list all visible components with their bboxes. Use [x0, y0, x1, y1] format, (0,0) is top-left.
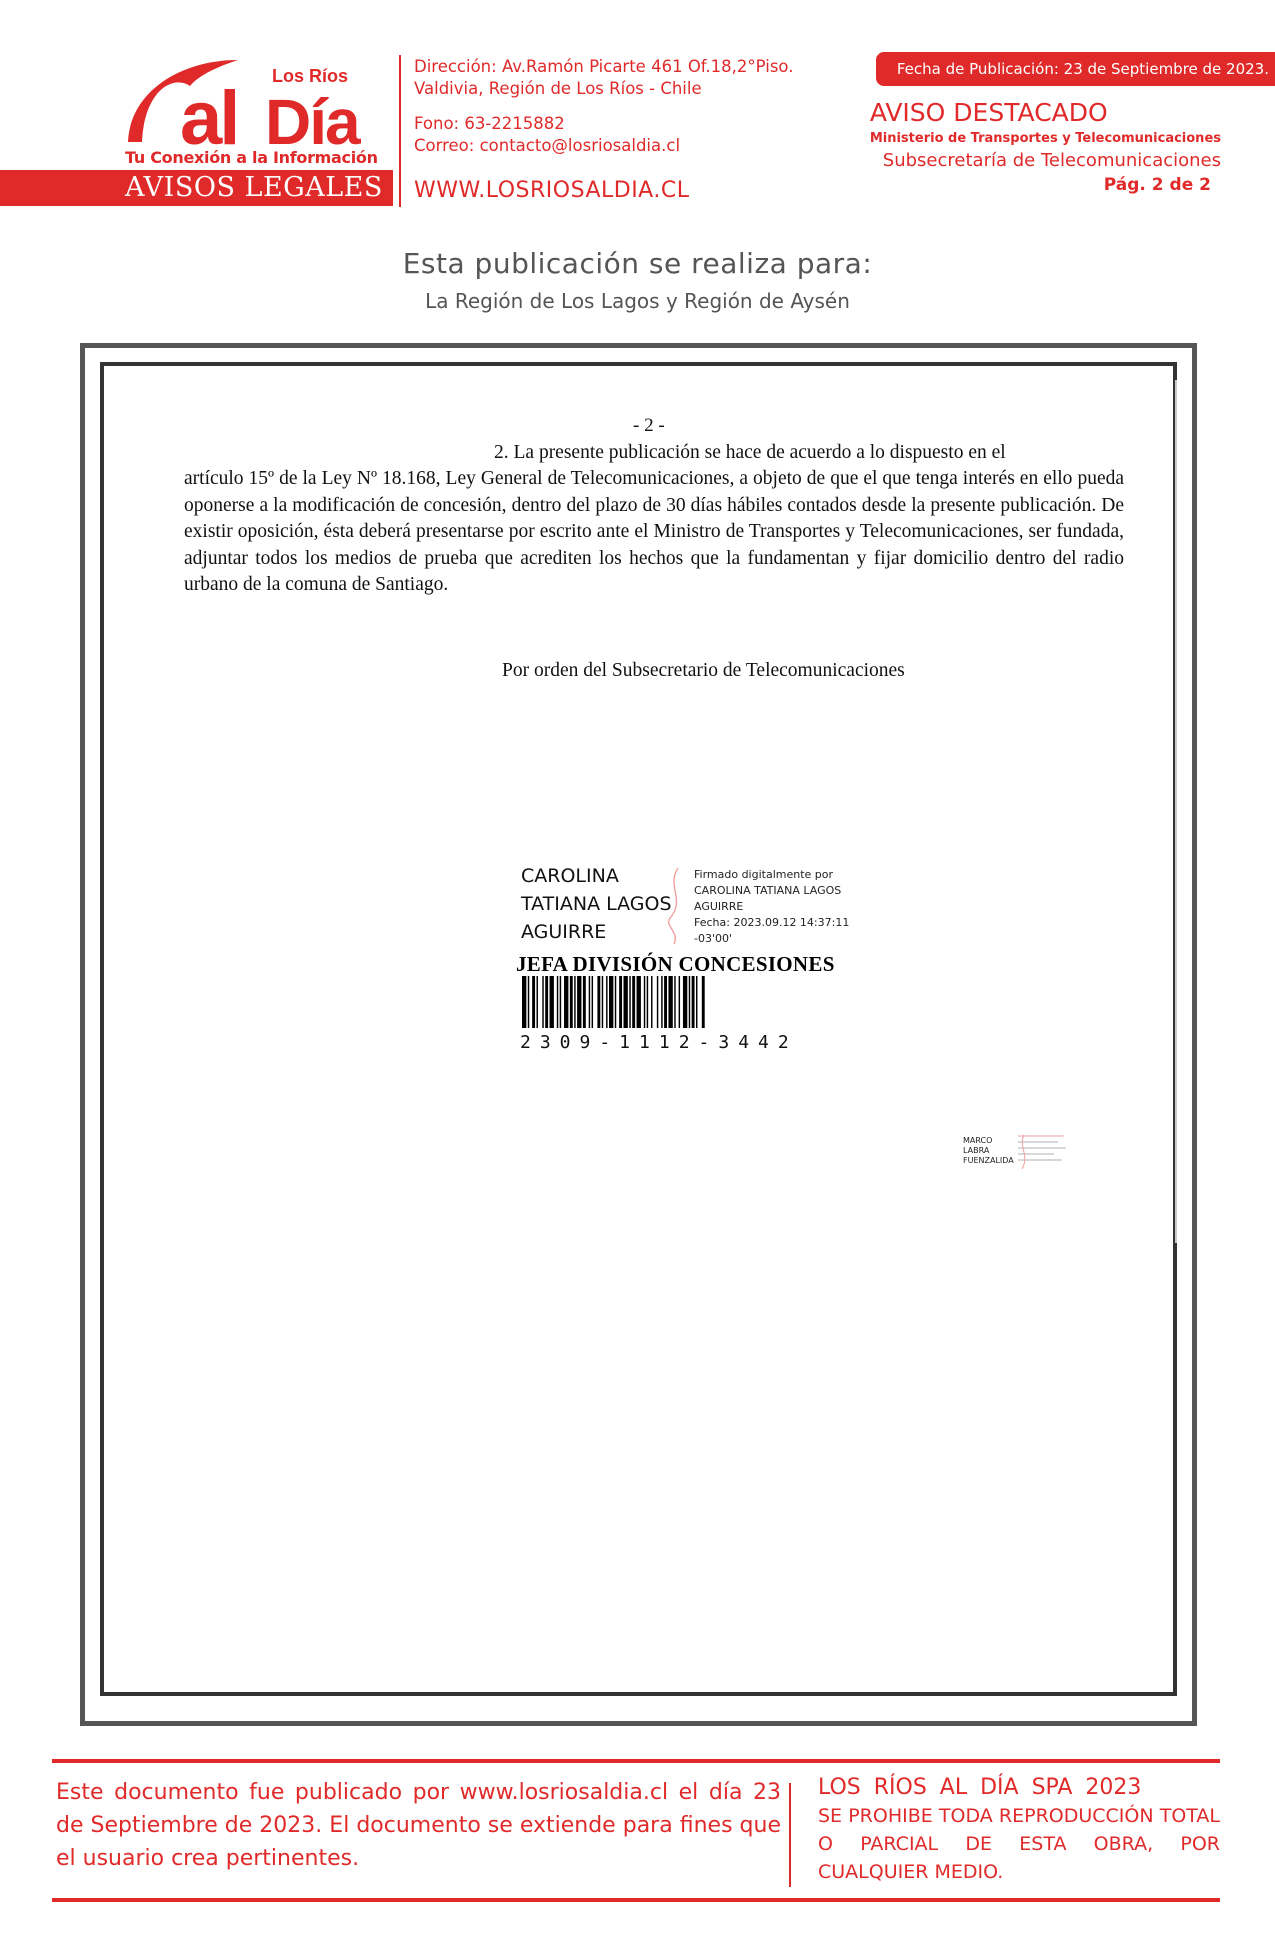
order-line: Por orden del Subsecretario de Telecomunicaciones	[502, 660, 905, 681]
header-divider	[399, 55, 401, 207]
logo-brand-main-right: Día	[265, 86, 359, 150]
address-line-1: Dirección: Av.Ramón Picarte 461 Of.18,2°Piso.	[414, 57, 794, 76]
secondary-signer-line-1: MARCO	[963, 1136, 993, 1145]
ministry-name: Ministerio de Transportes y Telecomunicaciones	[869, 131, 1221, 146]
footer-rule-top	[52, 1759, 1220, 1763]
region-list: La Región de Los Lagos y Región de Aysén	[425, 289, 850, 313]
contact-info	[414, 56, 793, 157]
logo-brand-small: Los Ríos	[272, 66, 349, 86]
address-line-2: Valdivia, Región de Los Ríos - Chile	[414, 79, 702, 98]
subsecretaria-name: Subsecretaría de Telecomunicaciones	[882, 150, 1221, 171]
document-paragraph	[184, 440, 1124, 598]
document-page-number: - 2 -	[633, 415, 665, 436]
region-title: Esta publicación se realiza para:	[402, 247, 873, 280]
signer-name-line-1: CAROLINA	[521, 865, 619, 887]
digital-signature-line-5: -03'00'	[694, 932, 733, 945]
digital-signature-line-4: Fecha: 2023.09.12 14:37:11	[694, 916, 850, 929]
legal-notices-banner-text: AVISOS LEGALES	[125, 172, 383, 203]
phone: Fono: 63-2215882	[414, 114, 565, 133]
secondary-signer-line-2: LABRA	[963, 1146, 990, 1155]
barcode-number: 2309-1112-3442	[520, 1032, 798, 1053]
digital-signature-line-1: Firmado digitalmente por	[694, 868, 834, 881]
secondary-signature-stamp	[1014, 1133, 1070, 1171]
signature-mark	[660, 866, 690, 946]
paragraph-body: artículo 15º de la Ley Nº 18.168, Ley General de Telecomunicaciones, a objeto de que el que tenga interés en ello pueda oponerse a la modificación de concesión, dentro del plazo de 30 días hábiles contados desde la presente publicación. De existir oposición, ésta deberá presentarse por escrito ante el Ministro de Transportes y Telecomunicaciones, ser fundada, adjuntar todos los medios de prueba que acrediten los hechos que la fundamentan y fijar domicilio dentro del radio urbano de la comuna de Santiago.	[184, 468, 1124, 596]
logo-mark	[120, 52, 395, 150]
footer-rule-bottom	[52, 1898, 1220, 1902]
digital-signature-line-2: CAROLINA TATIANA LAGOS	[694, 884, 842, 897]
footer-copyright-owner: LOS RÍOS AL DÍA SPA 2023	[818, 1775, 1142, 1800]
logo-tagline: Tu Conexión a la Información	[125, 148, 378, 167]
page-indicator: Pág. 2 de 2	[1103, 175, 1211, 195]
footer-divider	[789, 1783, 791, 1887]
secondary-signer-line-3: FUENZALIDA	[963, 1156, 1014, 1165]
notice-info	[870, 98, 1221, 197]
signer-name-line-3: AGUIRRE	[521, 921, 607, 943]
signer-name-line-2: TATIANA LAGOS	[521, 893, 672, 915]
publication-date-badge: Fecha de Publicación: 23 de Septiembre de 2023.	[876, 52, 1275, 86]
barcode	[522, 976, 852, 1028]
signer-title: JEFA DIVISIÓN CONCESIONES	[516, 952, 835, 976]
logo-brand-main-left: al	[180, 76, 238, 150]
notice-type: AVISO DESTACADO	[869, 98, 1108, 127]
footer-copyright-notice: SE PROHIBE TODA REPRODUCCIÓN TOTAL O PARCIAL DE ESTA OBRA, POR CUALQUIER MEDIO.	[818, 1805, 1220, 1883]
scan-edge	[1175, 380, 1177, 1243]
paragraph-first-line: 2. La presente publicación se hace de acuerdo a lo dispuesto en el	[494, 442, 1006, 463]
secondary-signer	[963, 1136, 1014, 1166]
digital-signature-details	[694, 867, 849, 947]
digital-signature-line-3: AGUIRRE	[694, 900, 744, 913]
signer-name	[521, 862, 672, 946]
footer-copyright	[818, 1774, 1220, 1886]
email: Correo: contacto@losriosaldia.cl	[414, 136, 681, 155]
footer-disclaimer: Este documento fue publicado por www.losriosaldia.cl el día 23 de Septiembre de 2023. El documento se extiende para fines que el usuario crea pertinentes.	[56, 1780, 781, 1871]
website-link[interactable]: WWW.LOSRIOSALDIA.CL	[414, 178, 690, 203]
